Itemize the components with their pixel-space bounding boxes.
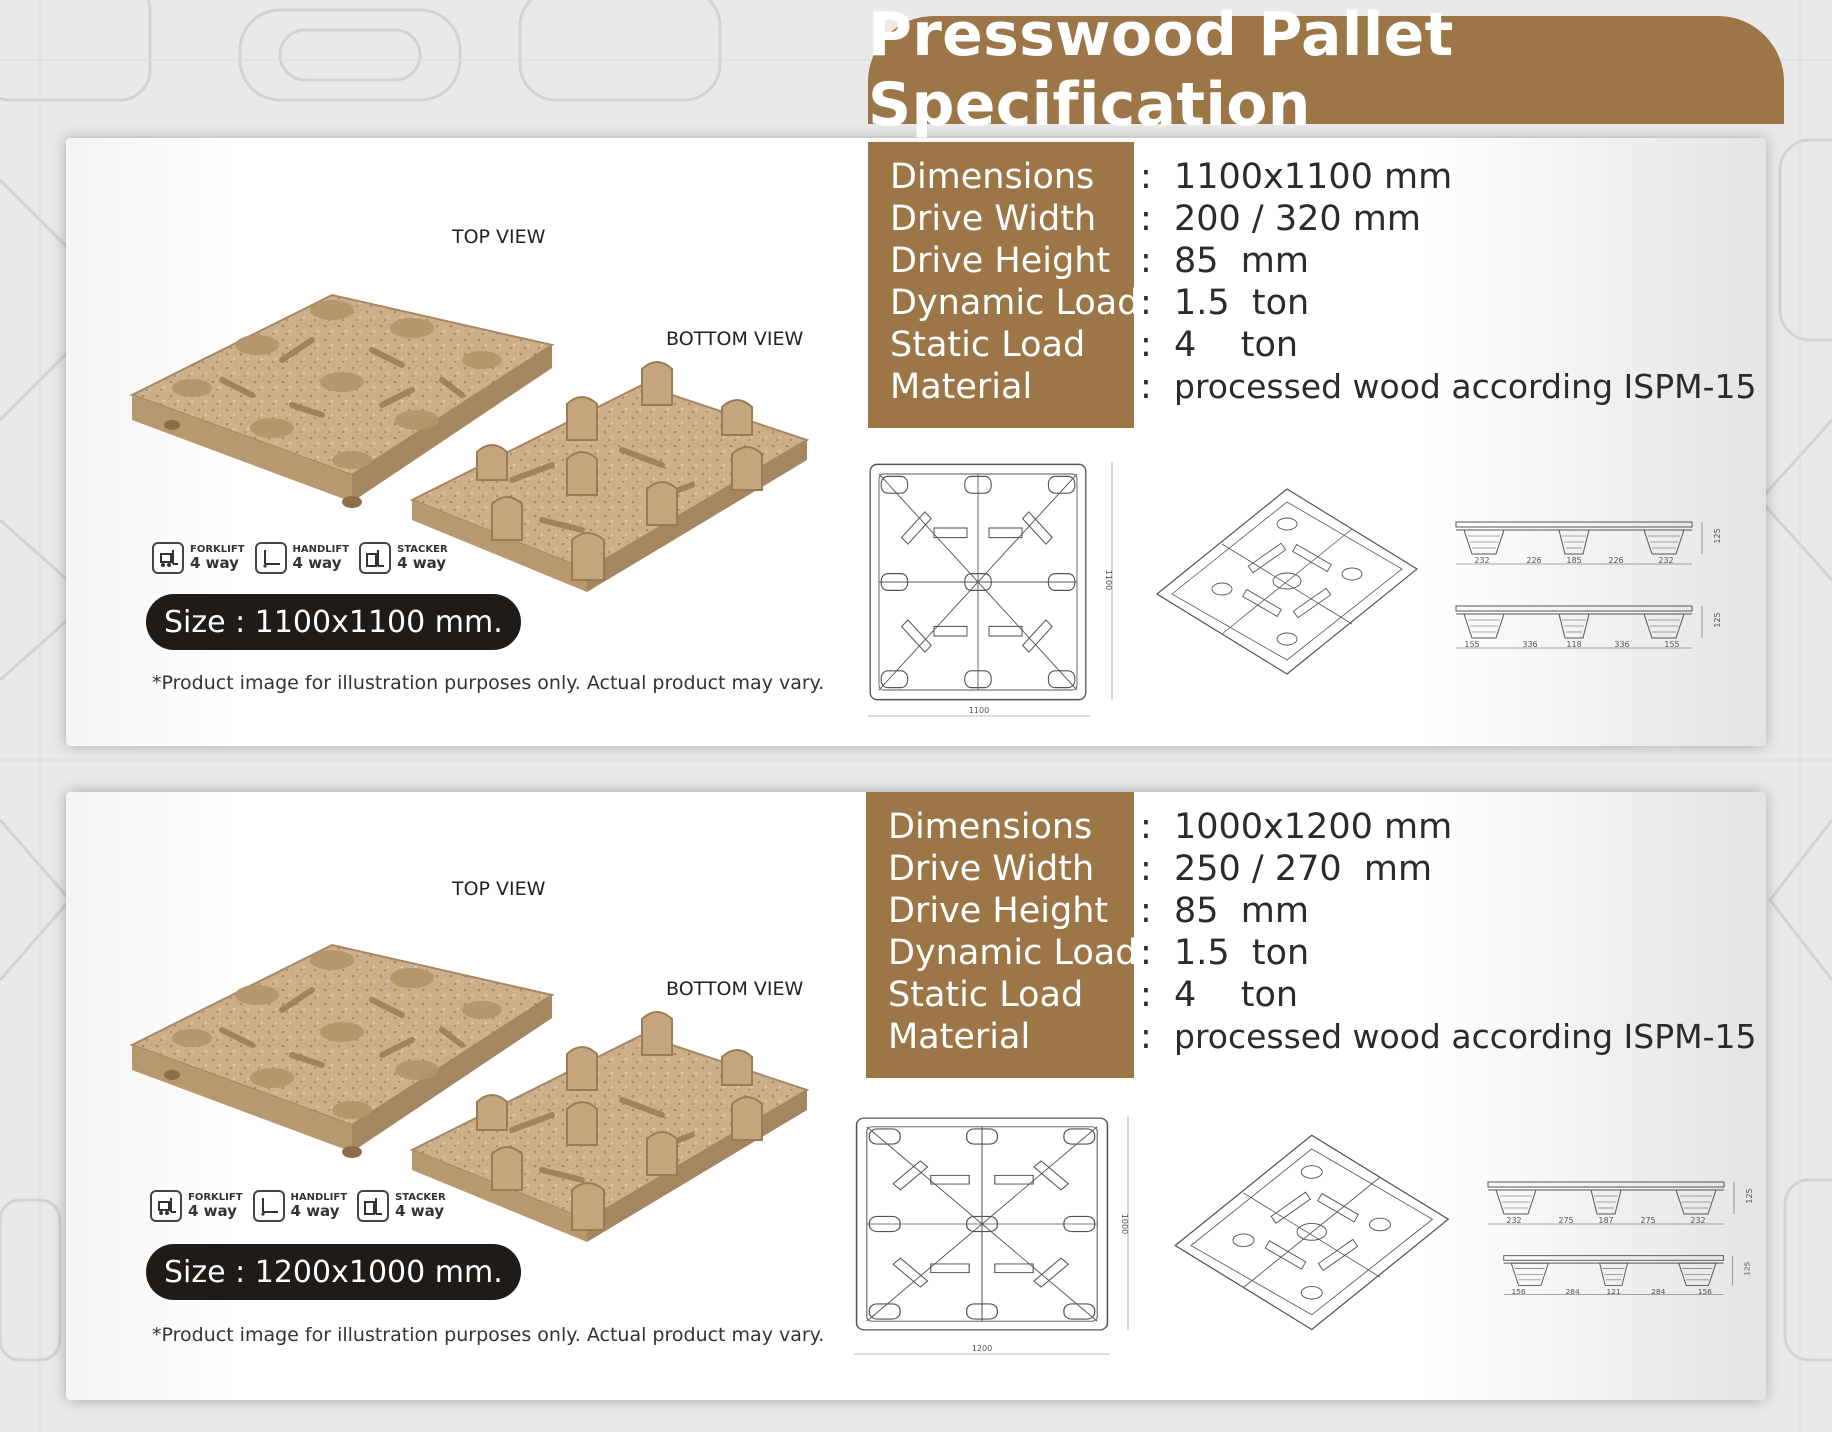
- spec-label-material: Material: [888, 1017, 1031, 1057]
- spec-value-static-load: 4 ton: [1174, 325, 1299, 365]
- spec-label-static-load: Static Load: [890, 325, 1086, 365]
- top-view-label: TOP VIEW: [452, 226, 546, 248]
- spec-values: : 1000x1200 mm : 250 / 270 mm : 85 mm : 1.5 ton : 4 ton : processed wood according ISPM-15: [1140, 807, 1757, 1057]
- technical-side-drawing-2: [1452, 600, 1742, 660]
- height-dimension: 1000: [1120, 1213, 1129, 1235]
- spec-value-material: processed wood according ISPM-15: [1174, 1017, 1757, 1056]
- handling-handlift: [255, 542, 350, 574]
- disclaimer: *Product image for illustration purposes only. Actual product may vary.: [152, 1324, 825, 1346]
- side-dim: 232: [1690, 1216, 1706, 1225]
- spec-label-drive-height: Drive Height: [888, 891, 1109, 931]
- side-dim: 336: [1522, 640, 1538, 649]
- handlift-icon: [253, 1190, 285, 1222]
- page-title: Presswood Pallet Specification: [868, 0, 1454, 140]
- spec-value-dynamic-load: 1.5 ton: [1174, 283, 1310, 323]
- handling-way: 4 way: [290, 1202, 340, 1220]
- forklift-icon: [152, 542, 184, 574]
- side-dim: 232: [1658, 556, 1674, 565]
- spec-label-material: Material: [890, 367, 1033, 407]
- spec-value-drive-width: 200 / 320 mm: [1174, 199, 1421, 239]
- technical-side-drawing-1: [1484, 1176, 1774, 1236]
- top-view-label: TOP VIEW: [452, 878, 546, 900]
- technical-iso-drawing: [1150, 482, 1450, 692]
- handling-name: STACKER: [395, 1192, 446, 1203]
- handling-name: FORKLIFT: [190, 544, 245, 555]
- technical-plan-drawing: [852, 1114, 1142, 1364]
- size-pill: Size : 1200x1000 mm.: [146, 1244, 521, 1300]
- spec-values: : 1100x1100 mm : 200 / 320 mm : 85 mm : 1.5 ton : 4 ton : processed wood according ISPM-15: [1140, 157, 1757, 407]
- forklift-icon: [150, 1190, 182, 1222]
- spec-value-drive-width: 250 / 270 mm: [1174, 849, 1433, 889]
- side-dim: 156: [1697, 1286, 1712, 1296]
- spec-label-dynamic-load: Dynamic Load: [888, 933, 1138, 973]
- side-dim: 187: [1598, 1216, 1614, 1225]
- handling-way: 4 way: [292, 554, 342, 572]
- handling-way: 4 way: [190, 554, 239, 572]
- side-dim: 155: [1664, 640, 1680, 649]
- spec-label-drive-height: Drive Height: [890, 241, 1111, 281]
- stacker-icon: [359, 542, 391, 574]
- spec-label-box: [868, 142, 1140, 428]
- spec-value-drive-height: 85 mm: [1174, 241, 1309, 281]
- handling-stacker: [357, 1190, 446, 1222]
- side-dim: 226: [1608, 556, 1624, 565]
- technical-side-drawing-1: [1452, 516, 1742, 576]
- handling-name: HANDLIFT: [290, 1192, 348, 1203]
- handling-way: 4 way: [395, 1202, 445, 1220]
- handling-name: HANDLIFT: [292, 544, 350, 555]
- spec-value-static-load: 4 ton: [1174, 975, 1299, 1015]
- spec-label-dynamic-load: Dynamic Load: [890, 283, 1140, 323]
- side-dim: 284: [1651, 1286, 1666, 1296]
- handlift-icon: [255, 542, 287, 574]
- side-dim: 155: [1464, 640, 1480, 649]
- stacker-icon: [357, 1190, 389, 1222]
- width-dimension: 1200: [971, 1344, 993, 1353]
- spec-label-drive-width: Drive Width: [890, 199, 1097, 239]
- width-dimension: 1100: [968, 706, 990, 715]
- height-dimension: 1100: [1104, 569, 1113, 591]
- technical-plan-drawing: [866, 460, 1126, 730]
- handling-name: FORKLIFT: [188, 1192, 243, 1203]
- side-dim: 156: [1511, 1286, 1526, 1296]
- technical-side-drawing-2: [1500, 1248, 1770, 1308]
- side-dim: 232: [1474, 556, 1490, 565]
- side-dim: 284: [1565, 1286, 1580, 1296]
- spec-value-dimensions: 1000x1200 mm: [1174, 807, 1453, 847]
- spec-value-dynamic-load: 1.5 ton: [1174, 933, 1310, 973]
- disclaimer: *Product image for illustration purposes only. Actual product may vary.: [152, 672, 825, 694]
- spec-label-dimensions: Dimensions: [888, 807, 1093, 847]
- handling-forklift: [150, 1190, 243, 1222]
- side-dim: 121: [1606, 1286, 1621, 1296]
- side-dim: 118: [1566, 640, 1582, 649]
- handling-way: 4 way: [397, 554, 447, 572]
- handling-way: 4 way: [188, 1202, 237, 1220]
- technical-iso-drawing: [1168, 1128, 1478, 1338]
- bottom-view-label: BOTTOM VIEW: [666, 328, 804, 350]
- side-dim: 275: [1558, 1216, 1574, 1225]
- spec-value-material: processed wood according ISPM-15: [1174, 367, 1757, 406]
- spec-label-dimensions: Dimensions: [890, 157, 1095, 197]
- side-dim: 275: [1640, 1216, 1656, 1225]
- side-dim: 226: [1526, 556, 1542, 565]
- handling-name: STACKER: [397, 544, 448, 555]
- handling-icons: [150, 1190, 446, 1222]
- bottom-view-label: BOTTOM VIEW: [666, 978, 804, 1000]
- side-height: 125: [1713, 612, 1722, 628]
- side-height: 125: [1742, 1261, 1752, 1276]
- side-dim: 336: [1614, 640, 1630, 649]
- handling-forklift: [152, 542, 245, 574]
- size-pill: Size : 1100x1100 mm.: [146, 594, 521, 650]
- spec-value-drive-height: 85 mm: [1174, 891, 1309, 931]
- header-tab: [868, 0, 1784, 140]
- spec-value-dimensions: 1100x1100 mm: [1174, 157, 1453, 197]
- spec-label-drive-width: Drive Width: [888, 849, 1095, 889]
- pallet-bottom-view-image: [392, 330, 842, 610]
- side-height: 125: [1745, 1188, 1754, 1204]
- pallet-bottom-view-image: [392, 980, 842, 1260]
- handling-icons: [152, 542, 448, 574]
- side-dim: 185: [1566, 556, 1582, 565]
- handling-stacker: [359, 542, 448, 574]
- side-dim: 232: [1506, 1216, 1522, 1225]
- spec-label-static-load: Static Load: [888, 975, 1084, 1015]
- spec-label-box: [866, 792, 1138, 1078]
- side-height: 125: [1713, 528, 1722, 544]
- handling-handlift: [253, 1190, 348, 1222]
